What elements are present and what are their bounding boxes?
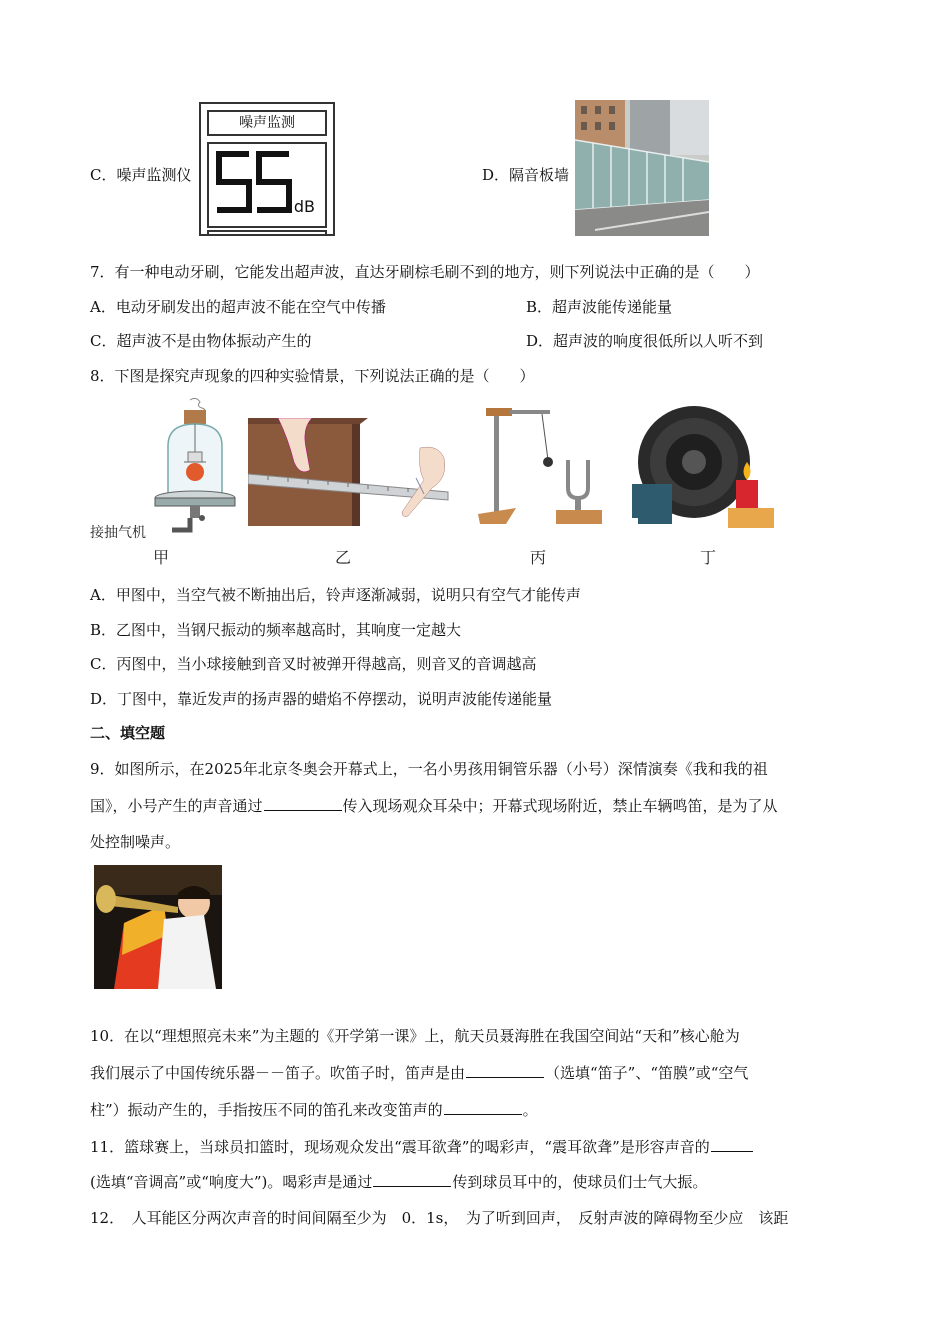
section-title-fill-in: 二、填空题 — [90, 724, 166, 742]
q7-option-a: A．电动牙刷发出的超声波不能在空气中传播 — [90, 298, 386, 316]
answer-blank — [373, 1172, 451, 1187]
noise-monitor-screen — [207, 142, 327, 228]
caption-bing: 丙 — [530, 548, 547, 567]
q8-option-b: B．乙图中，当钢尺振动的频率越高时，其响度一定越大 — [90, 621, 462, 639]
speaker-candle-figure — [632, 400, 782, 536]
q8-stem: 8．下图是探究声现象的四种实验情景，下列说法正确的是（ ） — [90, 367, 535, 385]
caption-jia: 甲 — [153, 548, 170, 567]
q6-option-d: D．隔音板墙 — [482, 166, 570, 184]
q11-line2: (选填“音调高”或“响度大”)。喝彩声是通过 传到球员耳中的，使球员们士气大振。 — [90, 1173, 708, 1191]
noise-monitor-title: 噪声监测 — [207, 110, 327, 136]
q9-line3: 处控制噪声。 — [90, 833, 181, 851]
bell-jar-illustration — [152, 396, 237, 536]
q10-line2: 我们展示了中国传统乐器－－笛子。吹笛子时，笛声是由 （选填“笛子”、“笛膜”或“空气 — [90, 1064, 749, 1082]
caption-ding: 丁 — [700, 548, 717, 567]
speaker-candle-illustration — [632, 400, 782, 536]
q10-line3: 柱”）振动产生的，手指按压不同的笛孔来改变笛声的 。 — [90, 1101, 538, 1119]
answer-blank — [444, 1100, 522, 1115]
noise-monitor-image — [199, 102, 335, 236]
soundproof-wall-illustration — [575, 100, 709, 236]
q10-line1: 10．在以“理想照亮未来”为主题的《开学第一课》上，航天员聂海胜在我国空间站“天和”核心舱为 — [90, 1027, 740, 1045]
q12-line1: 12． 人耳能区分两次声音的时间间隔至少为 0．1s， 为了听到回声， 反射声波的障碍物至少应 该距 — [90, 1209, 789, 1227]
q8-option-a: A．甲图中，当空气被不断抽出后，铃声逐渐减弱，说明只有空气才能传声 — [90, 586, 581, 604]
trumpet-boy-photo — [94, 865, 222, 989]
q8-option-c: C．丙图中，当小球接触到音叉时被弹开得越高，则音叉的音调越高 — [90, 655, 537, 673]
q9-line2: 国》，小号产生的声音通过 传入现场观众耳朵中；开幕式现场附近，禁止车辆鸣笛，是为了从 — [90, 797, 778, 815]
soundproof-wall-image — [575, 100, 709, 236]
ruler-table-illustration — [248, 418, 458, 526]
answer-blank — [264, 796, 342, 811]
q7-option-d: D．超声波的响度很低所以人听不到 — [526, 332, 764, 350]
pump-label: 接抽气机 — [90, 525, 146, 541]
tuning-fork-illustration — [476, 402, 608, 526]
q11-line1: 11．篮球赛上，当球员扣篮时，现场观众发出“震耳欲聋”的喝彩声，“震耳欲聋”是形容声音的 — [90, 1137, 754, 1157]
answer-blank — [711, 1137, 753, 1152]
q7-option-b: B．超声波能传递能量 — [526, 298, 673, 316]
q7-stem: 7．有一种电动牙刷，它能发出超声波，直达牙刷棕毛刷不到的地方，则下列说法中正确的是（ ） — [90, 263, 760, 281]
ruler-table-figure — [248, 418, 458, 526]
q7-option-c: C．超声波不是由物体振动产生的 — [90, 332, 312, 350]
noise-unit: dB — [293, 197, 315, 216]
bell-jar-figure — [152, 396, 237, 536]
q8-option-d: D．丁图中，靠近发声的扬声器的蜡焰不停摆动，说明声波能传递能量 — [90, 690, 553, 708]
caption-yi: 乙 — [335, 548, 352, 567]
q9-line1: 9．如图所示，在2025年北京冬奥会开幕式上，一名小男孩用铜管乐器（小号）深情演奏《我和我的祖 — [90, 760, 768, 778]
q6-option-c: C．噪声监测仪 — [90, 166, 192, 184]
tuning-fork-figure — [476, 402, 608, 526]
trumpet-boy-illustration — [94, 865, 222, 989]
answer-blank — [466, 1063, 544, 1078]
